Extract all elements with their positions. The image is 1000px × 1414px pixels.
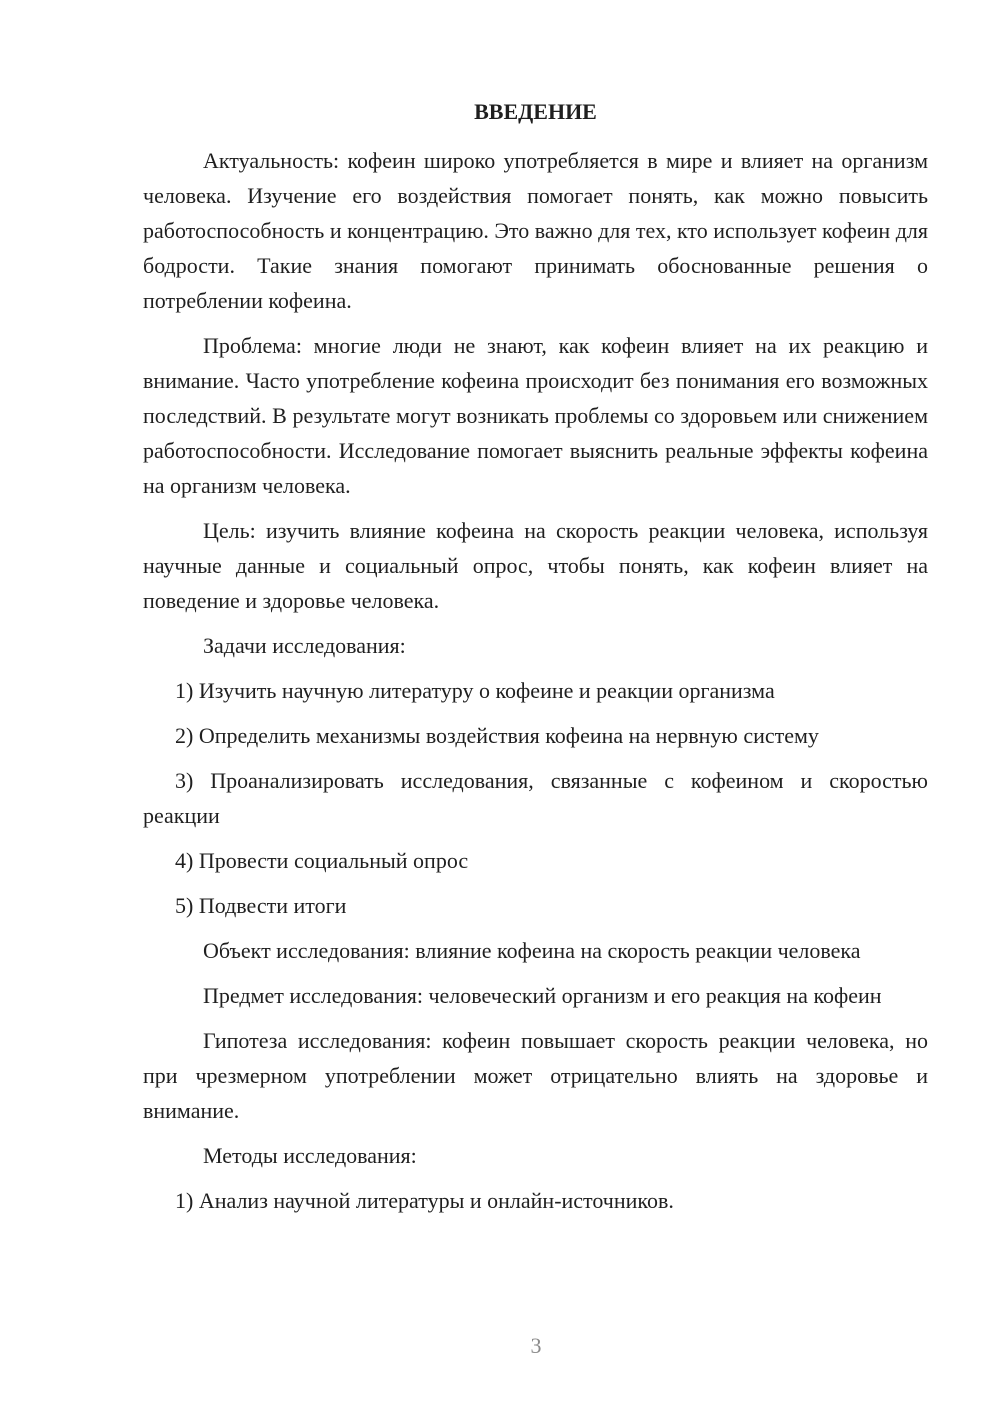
page-title: ВВЕДЕНИЕ bbox=[474, 99, 597, 124]
tasks-heading: Задачи исследования: bbox=[203, 633, 406, 658]
document-body bbox=[143, 95, 928, 1228]
methods-heading: Методы исследования: bbox=[203, 1143, 417, 1168]
problem-paragraph: Проблема: многие люди не знают, как кофеин влияет на их реакцию и внимание. Часто употребление кофеина происходит без понимания его возможных последствий. В результате могут возникать проблемы со здоровьем или снижением работоспособности. Исследование помогает выяснить реальные эффекты кофеина на организм человека. bbox=[143, 333, 928, 498]
page-number: 3 bbox=[530, 1333, 542, 1358]
relevance-paragraph: Актуальность: кофеин широко употребляется в мире и влияет на организм человека. Изучение его воздействия помогает понять, как можно повысить работоспособность и концентрацию. Это важно для тех, кто использует кофеин для бодрости. Такие знания помогают принимать обоснованные решения о потреблении кофеина. bbox=[143, 148, 928, 313]
task-item: 2) Определить механизмы воздействия кофеина на нервную систему bbox=[175, 723, 819, 748]
method-item: 1) Анализ научной литературы и онлайн-источников. bbox=[175, 1188, 674, 1213]
task-item: 4) Провести социальный опрос bbox=[175, 848, 469, 873]
subject-paragraph: Предмет исследования: человеческий организм и его реакция на кофеин bbox=[203, 983, 882, 1008]
task-item: 5) Подвести итоги bbox=[175, 893, 347, 918]
object-paragraph: Объект исследования: влияние кофеина на скорость реакции человека bbox=[203, 938, 861, 963]
goal-paragraph: Цель: изучить влияние кофеина на скорость реакции человека, используя научные данные и социальный опрос, чтобы понять, как кофеин влияет на поведение и здоровье человека. bbox=[143, 518, 928, 613]
task-item: 3) Проанализировать исследования, связанные с кофеином и скоростью реакции bbox=[143, 768, 928, 828]
task-item: 1) Изучить научную литературу о кофеине и реакции организма bbox=[175, 678, 775, 703]
hypothesis-paragraph: Гипотеза исследования: кофеин повышает скорость реакции человека, но при чрезмерном употреблении может отрицательно влиять на здоровье и внимание. bbox=[143, 1028, 928, 1123]
